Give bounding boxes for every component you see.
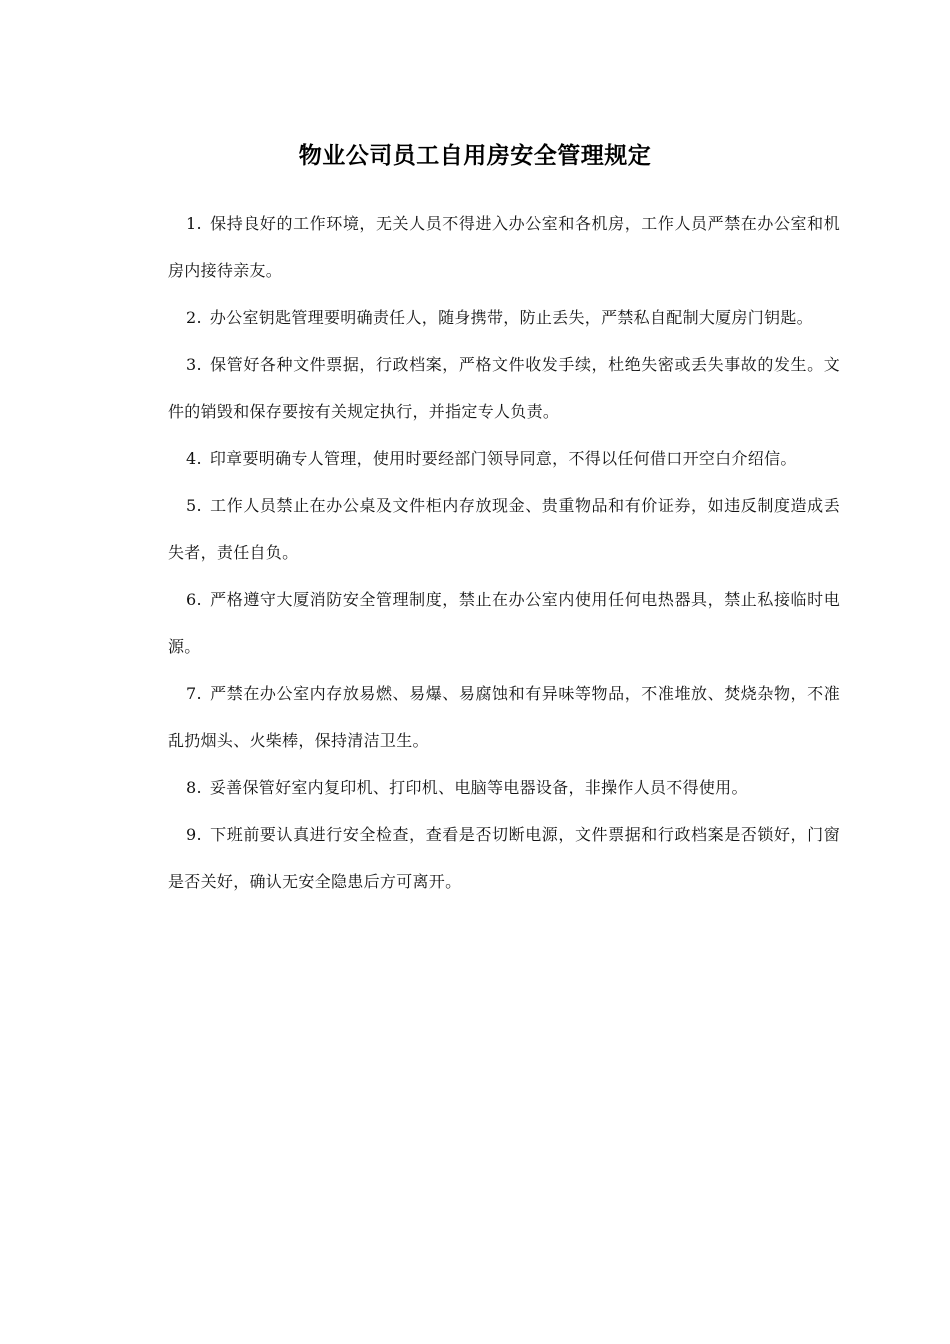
clause-item bbox=[168, 576, 840, 670]
clause-text: 保持良好的工作环境，无关人员不得进入办公室和各机房，工作人员严禁在办公室和机房内接待亲友。 bbox=[168, 214, 840, 280]
clause-text: 严格遵守大厦消防安全管理制度，禁止在办公室内使用任何电热器具，禁止私接临时电源。 bbox=[168, 590, 840, 656]
clause-number: 9. bbox=[186, 825, 202, 844]
clause-number: 3. bbox=[186, 355, 202, 374]
clause-item bbox=[168, 670, 840, 764]
clause-text: 工作人员禁止在办公桌及文件柜内存放现金、贵重物品和有价证券，如违反制度造成丢失者，责任自负。 bbox=[168, 496, 840, 562]
clause-text: 保管好各种文件票据，行政档案，严格文件收发手续，杜绝失密或丢失事故的发生。文件的销毁和保存要按有关规定执行，并指定专人负责。 bbox=[168, 355, 840, 421]
clause-text: 办公室钥匙管理要明确责任人，随身携带，防止丢失，严禁私自配制大厦房门钥匙。 bbox=[209, 308, 813, 327]
clause-number: 5. bbox=[186, 496, 202, 515]
clause-item bbox=[168, 435, 840, 482]
document-title: 物业公司员工自用房安全管理规定 bbox=[298, 143, 652, 169]
clause-item bbox=[168, 482, 840, 576]
clause-item bbox=[168, 811, 840, 905]
clause-text: 严禁在办公室内存放易燃、易爆、易腐蚀和有异味等物品，不准堆放、焚烧杂物，不准乱扔烟头、火柴棒，保持清洁卫生。 bbox=[168, 684, 840, 750]
clause-number: 7. bbox=[186, 684, 202, 703]
clause-text: 印章要明确专人管理，使用时要经部门领导同意，不得以任何借口开空白介绍信。 bbox=[209, 449, 797, 468]
clause-number: 8. bbox=[186, 778, 202, 797]
clause-text: 妥善保管好室内复印机、打印机、电脑等电器设备，非操作人员不得使用。 bbox=[209, 778, 748, 797]
clause-text: 下班前要认真进行安全检查，查看是否切断电源，文件票据和行政档案是否锁好，门窗是否关好，确认无安全隐患后方可离开。 bbox=[168, 825, 840, 891]
clause-list bbox=[168, 200, 840, 905]
clause-item bbox=[168, 294, 840, 341]
clause-item bbox=[168, 200, 840, 294]
clause-number: 2. bbox=[186, 308, 202, 327]
clause-number: 4. bbox=[186, 449, 202, 468]
clause-number: 6. bbox=[186, 590, 202, 609]
clause-number: 1. bbox=[186, 214, 202, 233]
clause-item bbox=[168, 341, 840, 435]
clause-item bbox=[168, 764, 840, 811]
